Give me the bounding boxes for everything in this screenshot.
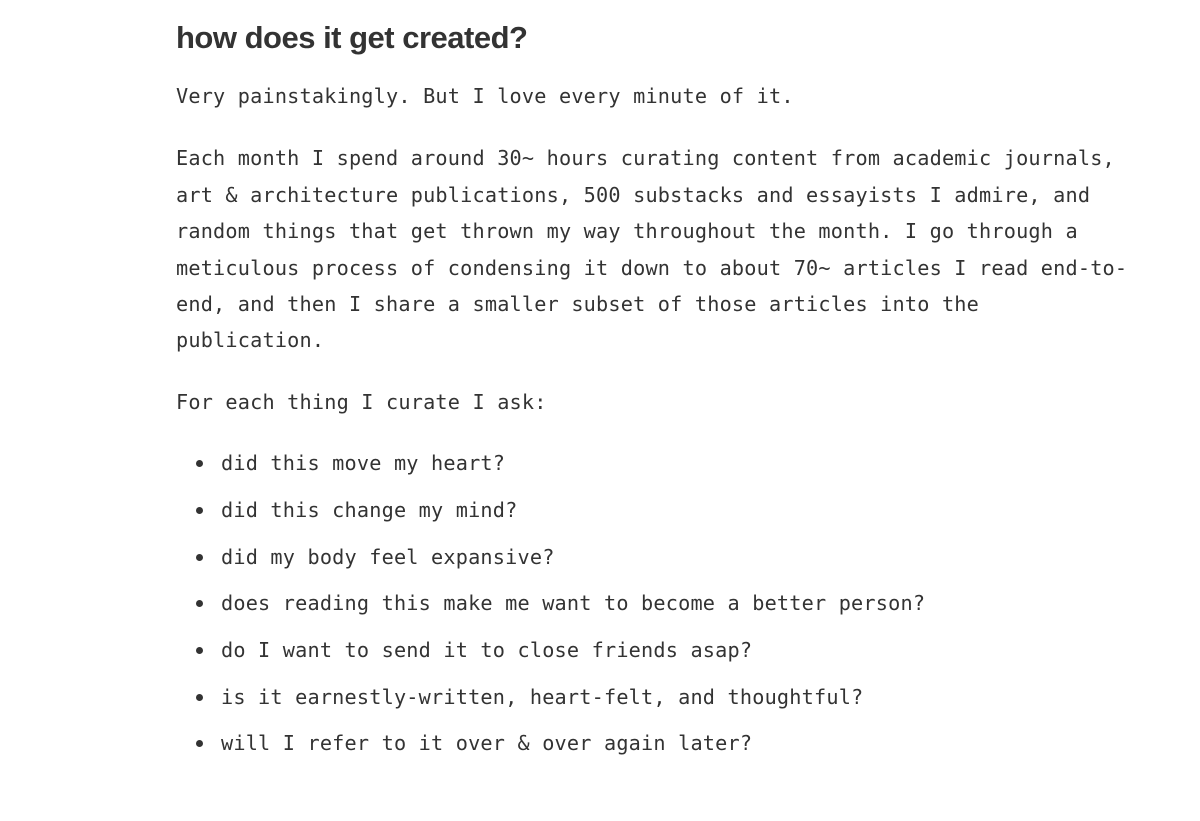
list-item — [176, 725, 1136, 761]
list-item — [176, 445, 1136, 481]
process-paragraph: Each month I spend around 30~ hours curating content from academic journals, art & architecture publications, 500 substacks and essayists I admire, and random things that get thrown my way throughout the month. I go through a meticulous process of condensing it down to about 70~ articles I read end-to-end, and then I share a smaller subset of those articles into the publication. — [176, 146, 1128, 353]
list-item — [176, 632, 1136, 668]
bullet-icon — [196, 694, 203, 701]
section-heading: how does it get created? — [176, 20, 528, 55]
article-content — [176, 18, 1136, 772]
bullet-icon — [196, 460, 203, 467]
intro-paragraph: Very painstakingly. But I love every minute of it. — [176, 84, 794, 108]
bullet-icon — [196, 600, 203, 607]
list-item-text: did this change my mind? — [221, 497, 518, 522]
criteria-intro-paragraph: For each thing I curate I ask: — [176, 389, 547, 414]
list-item — [176, 539, 1136, 575]
bullet-icon — [196, 647, 203, 654]
list-item-text: does reading this make me want to become a better person? — [221, 591, 926, 616]
list-item-text: did my body feel expansive? — [221, 544, 555, 569]
list-item-text: is it earnestly-written, heart-felt, and thoughtful? — [221, 684, 864, 709]
bullet-icon — [196, 554, 203, 561]
list-item-text: do I want to send it to close friends asap? — [221, 638, 753, 663]
list-item-text: did this move my heart? — [221, 451, 506, 476]
list-item — [176, 492, 1136, 528]
list-item-text: will I refer to it over & over again later? — [221, 731, 753, 756]
bullet-icon — [196, 740, 203, 747]
curation-questions-list — [176, 445, 1136, 762]
list-item — [176, 679, 1136, 715]
bullet-icon — [196, 507, 203, 514]
list-item — [176, 585, 1136, 621]
